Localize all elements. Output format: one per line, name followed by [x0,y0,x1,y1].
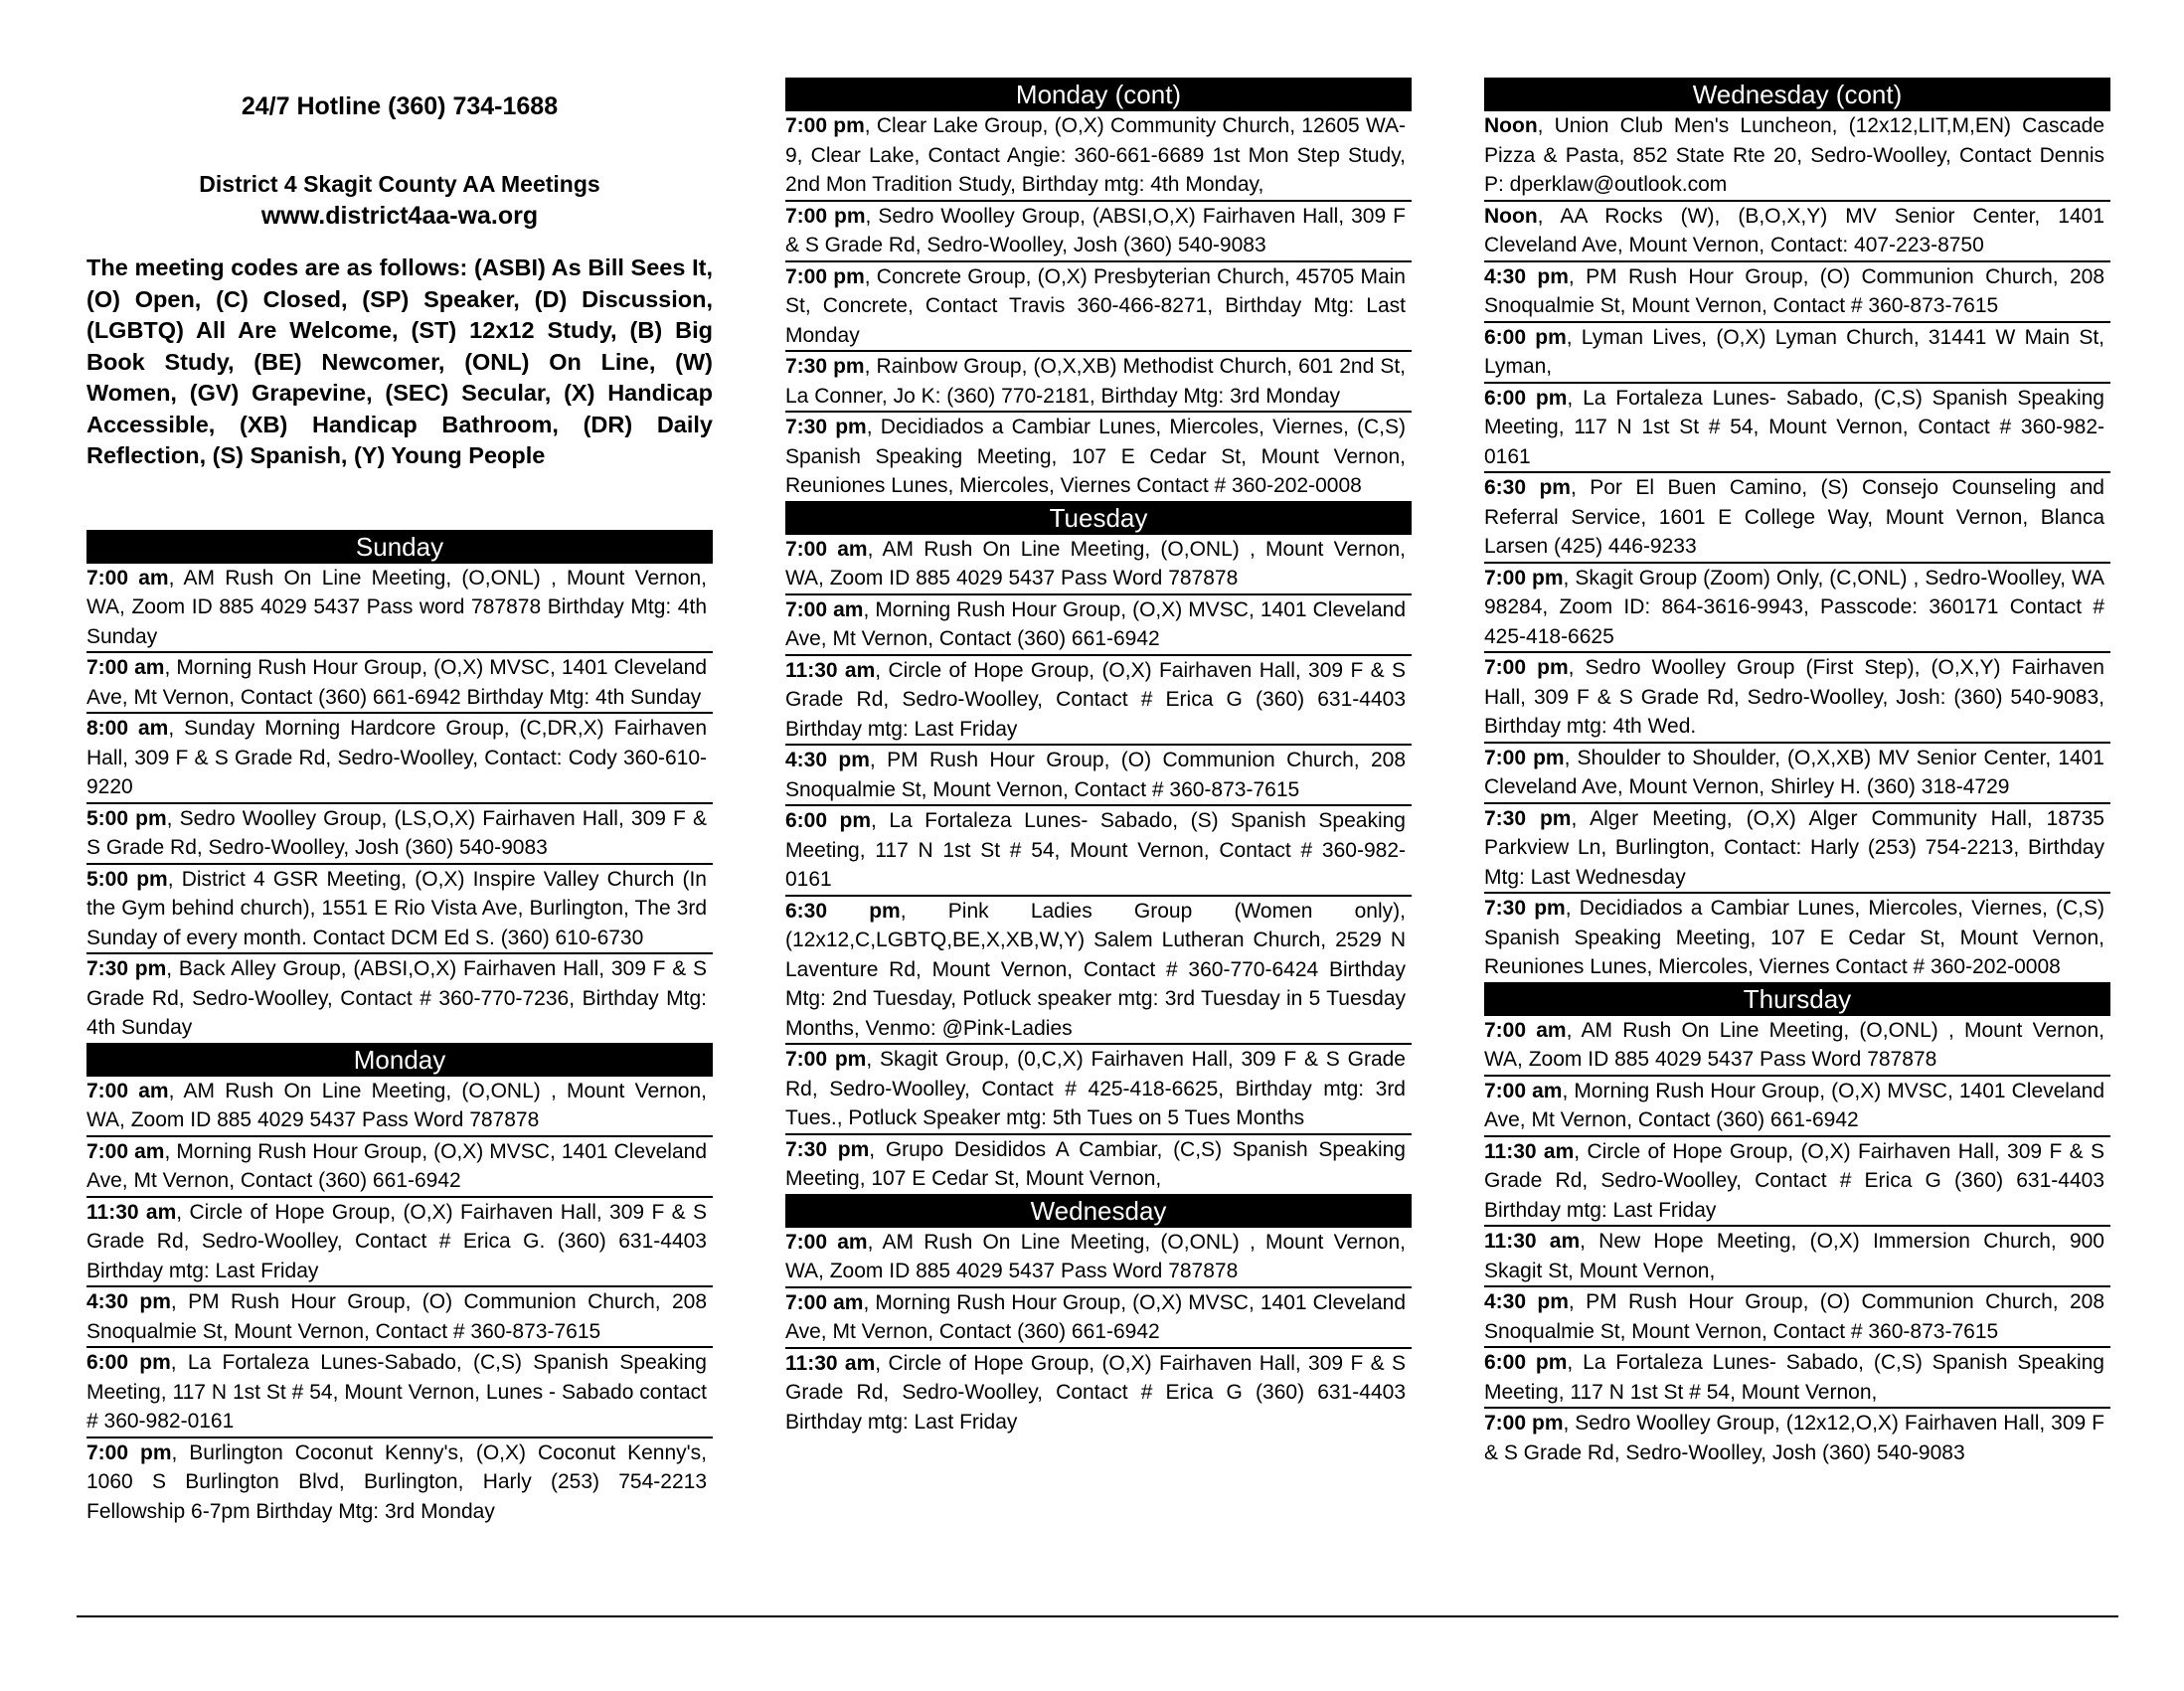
meeting-details: , AM Rush On Line Meeting, (O,ONL) , Mount Vernon, WA, Zoom ID 885 4029 5437 Pass word 787878 Birthday Mtg: 4th Sunday [86,566,707,648]
meeting-time: 6:00 pm [785,809,872,832]
meeting-details: , AM Rush On Line Meeting, (O,ONL) , Mount Vernon, WA, Zoom ID 885 4029 5437 Pass Word 787878 [785,537,1406,590]
column-2 [785,78,1412,1437]
meeting-details: , PM Rush Hour Group, (O) Communion Church, 208 Snoqualmie St, Mount Vernon, Contact # 360-873-7615 [785,749,1406,801]
column-1 [86,78,713,1526]
day-header: Wednesday (cont) [1484,78,2110,111]
meeting-time: 5:00 pm [86,867,168,891]
day-header: Monday (cont) [785,78,1412,111]
day-header: Thursday [1484,982,2110,1016]
meeting-details: , Concrete Group, (O,X) Presbyterian Church, 45705 Main St, Concrete, Contact Travis 360-466-8271, Birthday Mtg: Last Monday [785,264,1406,347]
meeting-entry [1484,111,2110,202]
meeting-codes-legend: The meeting codes are as follows: (ASBI) As Bill Sees It, (O) Open, (C) Closed, (SP) Speaker, (D) Discussion, (LGBTQ) All Are Welcome, (ST) 12x12 Study, (B) Big Book Study, (BE) Newcomer, (ONL) On Line, (W) Women, (GV) Grapevine, (SEC) Secular, (X) Handicap Accessible, (XB) Handicap Bathroom, (DR) Daily Reflection, (S) Spanish, (Y) Young People [86,254,713,468]
meeting-entry [785,656,1412,747]
meeting-time: 7:00 am [785,1230,868,1254]
meeting-entry [86,1137,713,1198]
meeting-time: 6:00 pm [86,1351,171,1374]
meeting-entry [785,262,1412,353]
day-header: Monday [86,1043,713,1077]
meeting-time: 4:30 pm [785,749,870,771]
meeting-time: 7:30 pm [785,416,867,438]
meeting-entry [86,1348,713,1438]
meeting-entry [86,1438,713,1527]
meeting-details: , Circle of Hope Group, (O,X) Fairhaven Hall, 309 F & S Grade Rd, Sedro-Woolley, Contact # Erica G (360) 631-4403 Birthday mtg: Last Friday [785,658,1406,741]
meeting-entry [86,954,713,1043]
meeting-details: , Sunday Morning Hardcore Group, (C,DR,X) Fairhaven Hall, 309 F & S Grade Rd, Sedro-Woolley, Contact: Cody 360-610-9220 [86,717,708,798]
meeting-entry [1484,202,2110,262]
day-section-monday [86,1043,713,1527]
meeting-time: 7:00 am [86,656,165,679]
meeting-time: 7:00 am [86,1139,165,1163]
meeting-entry [1484,262,2110,323]
meeting-entry [785,746,1412,806]
meeting-time: 11:30 am [1484,1230,1581,1253]
meeting-entry [785,111,1412,202]
meeting-entry [86,653,713,714]
meeting-details: , Sedro Woolley Group, (LS,O,X) Fairhaven Hall, 309 F & S Grade Rd, Sedro-Woolley, Josh (360) 540-9083 [86,806,707,859]
meeting-entry [86,1077,713,1137]
meeting-details: , PM Rush Hour Group, (O) Communion Church, 208 Snoqualmie St, Mount Vernon, Contact # 360-873-7615 [1484,264,2104,317]
meeting-time: 11:30 am [785,1351,876,1375]
meeting-entry [1484,323,2110,384]
meeting-entry [785,1228,1412,1288]
day-header: Wednesday [785,1194,1412,1228]
meeting-details: , Sedro Woolley Group, (12x12,O,X) Fairhaven Hall, 309 F & S Grade Rd, Sedro-Woolley, Josh (360) 540-9083 [1484,1412,2105,1464]
day-section-wednesday-cont [1484,78,2110,982]
meeting-entry [785,413,1412,501]
meeting-time: 7:00 pm [785,114,865,137]
meeting-entry [1484,384,2110,474]
meeting-entry [785,1135,1412,1194]
meeting-entry [785,897,1412,1046]
meeting-details: , Circle of Hope Group, (O,X) Fairhaven Hall, 309 F & S Grade Rd, Sedro-Woolley, Contact # Erica G (360) 631-4403 Birthday mtg: Last Friday [1484,1139,2104,1222]
meeting-details: , Morning Rush Hour Group, (O,X) MVSC, 1401 Cleveland Ave, Mt Vernon, Contact (360) 661-6942 Birthday Mtg: 4th Sunday [86,656,708,709]
meeting-details: , District 4 GSR Meeting, (O,X) Inspire Valley Church (In the Gym behind church), 1551 E Rio Vista Ave, Burlington, The 3rd Sunday of every month. Contact DCM Ed S. (360) 610-6730 [86,867,707,949]
meeting-entry [1484,1016,2110,1077]
meeting-details: , AM Rush On Line Meeting, (O,ONL) , Mount Vernon, WA, Zoom ID 885 4029 5437 Pass Word 787878 [86,1079,707,1131]
meeting-entry [1484,804,2110,895]
meeting-details: , La Fortaleza Lunes- Sabado, (S) Spanish Speaking Meeting, 117 N 1st St # 54, Mount Vernon, Contact # 360-982-0161 [785,809,1406,891]
meeting-details: , Decidiados a Cambiar Lunes, Miercoles, Viernes, (C,S) Spanish Speaking Meeting, 107 E Cedar St, Mount Vernon, Reuniones Lunes, Miercoles, Viernes Contact # 360-202-0008 [785,416,1406,497]
meeting-entry [785,352,1412,413]
meeting-time: 7:00 am [86,1079,169,1102]
meeting-entry [86,865,713,955]
meeting-details: , Rainbow Group, (O,X,XB) Methodist Church, 601 2nd St, La Conner, Jo K: (360) 770-2181, Birthday Mtg: 3rd Monday [785,355,1406,408]
meeting-time: 7:00 pm [1484,746,1565,769]
meeting-time: 7:30 pm [1484,806,1572,830]
meeting-time: 7:00 pm [1484,1412,1564,1435]
meeting-details: , Alger Meeting, (O,X) Alger Community Hall, 18735 Parkview Ln, Burlington, Contact: Harly (253) 754-2213, Birthday Mtg: Last Wednesday [1484,806,2104,889]
meeting-details: , Grupo Desididos A Cambiar, (C,S) Spanish Speaking Meeting, 107 E Cedar St, Mount Vernon, [785,1137,1406,1190]
meeting-entry [785,595,1412,656]
footer-rule [77,1615,2118,1617]
meeting-details: , Burlington Coconut Kenny's, (O,X) Coconut Kenny's, 1060 S Burlington Blvd, Burlington, Harly (253) 754-2213 Fellowship 6-7pm Birthday Mtg: 3rd Monday [86,1440,707,1523]
meeting-time: 7:00 am [1484,1079,1563,1102]
day-section-sunday [86,530,713,1043]
meeting-time: 7:00 am [1484,1018,1567,1042]
meeting-details: , Sedro Woolley Group, (ABSI,O,X) Fairhaven Hall, 309 F & S Grade Rd, Sedro-Woolley, Josh (360) 540-9083 [785,204,1406,256]
meeting-time: 11:30 am [1484,1139,1575,1163]
meeting-details: , Skagit Group, (0,C,X) Fairhaven Hall, 309 F & S Grade Rd, Sedro-Woolley, Contact # 425-418-6625, Birthday mtg: 3rd Tues., Potluck Speaker mtg: 5th Tues on 5 Tues Months [785,1048,1406,1129]
meeting-time: 6:00 pm [1484,325,1567,349]
meeting-details: , AA Rocks (W), (B,O,X,Y) MV Senior Center, 1401 Cleveland Ave, Mount Vernon, Contact: 407-223-8750 [1484,204,2104,256]
meeting-time: 4:30 pm [1484,1290,1569,1313]
meeting-time: 6:30 pm [785,899,901,923]
meeting-entry [785,1045,1412,1135]
meeting-time: 7:00 pm [785,264,865,288]
meeting-entry [1484,1137,2110,1228]
meeting-time: 7:00 pm [1484,656,1569,679]
day-section-thursday [1484,982,2110,1468]
meeting-entry [1484,1287,2110,1348]
meeting-details: , PM Rush Hour Group, (O) Communion Church, 208 Snoqualmie St, Mount Vernon, Contact # 360-873-7615 [1484,1290,2104,1343]
meeting-details: , Shoulder to Shoulder, (O,X,XB) MV Senior Center, 1401 Cleveland Ave, Mount Vernon, Shirley H. (360) 318-4729 [1484,746,2104,798]
meeting-entry [86,564,713,654]
meeting-time: 7:00 pm [785,204,866,228]
meeting-details: , Union Club Men's Luncheon, (12x12,LIT,M,EN) Cascade Pizza & Pasta, 852 State Rte 20, Sedro-Woolley, Contact Dennis P: dperklaw@outlook.com [1484,114,2104,196]
meeting-details: , Por El Buen Camino, (S) Consejo Counseling and Referral Service, 1601 E College Way, Mount Vernon, Blanca Larsen (425) 446-9233 [1484,476,2104,558]
meeting-time: 6:00 pm [1484,1351,1568,1374]
meeting-entry [86,1287,713,1348]
meeting-time: 11:30 am [86,1200,177,1224]
meeting-entry [785,202,1412,262]
meeting-entry [86,804,713,865]
meeting-details: , La Fortaleza Lunes- Sabado, (C,S) Spanish Speaking Meeting, 117 N 1st St # 54, Mount Vernon, Contact # 360-982-0161 [1484,386,2104,468]
district-title: District 4 Skagit County AA Meetings [199,171,600,197]
meeting-time: 6:00 pm [1484,386,1568,410]
meeting-details: , Sedro Woolley Group (First Step), (O,X,Y) Fairhaven Hall, 309 F & S Grade Rd, Sedro-Woolley, Josh: (360) 540-9083, Birthday mtg: 4th Wed. [1484,656,2104,738]
day-header: Tuesday [785,501,1412,535]
meeting-details: , Skagit Group (Zoom) Only, (C,ONL) , Sedro-Woolley, WA 98284, Zoom ID: 864-3616-9943, Passcode: 360171 Contact # 425-418-6625 [1484,566,2104,648]
meeting-details: , Back Alley Group, (ABSI,O,X) Fairhaven Hall, 309 F & S Grade Rd, Sedro-Woolley, Contact # 360-770-7236, Birthday Mtg: 4th Sunday [86,957,708,1039]
meeting-entry [1484,564,2110,654]
meeting-details: , AM Rush On Line Meeting, (O,ONL) , Mount Vernon, WA, Zoom ID 885 4029 5437 Pass Word 787878 [1484,1018,2104,1071]
meeting-entry [785,806,1412,897]
meeting-entry [1484,1409,2110,1467]
meeting-time: 7:30 pm [1484,897,1566,920]
day-header: Sunday [86,530,713,564]
meeting-details: , Lyman Lives, (O,X) Lyman Church, 31441 W Main St, Lyman, [1484,325,2104,378]
meeting-time: 7:30 pm [785,1137,870,1161]
meeting-time: 7:00 am [785,537,868,561]
meeting-time: Noon [1484,114,1538,137]
meeting-time: 4:30 pm [1484,264,1569,288]
meeting-time: 7:00 am [86,566,169,590]
meeting-time: 7:00 pm [1484,566,1564,590]
meeting-entry [785,1288,1412,1349]
meeting-details: , Pink Ladies Group (Women only), (12x12,C,LGBTQ,BE,X,XB,W,Y) Salem Lutheran Church, 2529 N Laventure Rd, Mount Vernon, Contact # 360-770-6424 Birthday Mtg: 2nd Tuesday, Potluck speaker mtg: 3rd Tuesday in 5 Tuesday Months, Venmo: @Pink-Ladies [785,899,1406,1040]
meeting-details: , PM Rush Hour Group, (O) Communion Church, 208 Snoqualmie St, Mount Vernon, Contact # 360-873-7615 [86,1290,707,1343]
meeting-details: , Morning Rush Hour Group, (O,X) MVSC, 1401 Cleveland Ave, Mt Vernon, Contact (360) 661-6942 [785,1290,1407,1343]
day-section-monday-cont [785,78,1412,501]
meeting-details: , AM Rush On Line Meeting, (O,ONL) , Mount Vernon, WA, Zoom ID 885 4029 5437 Pass Word 787878 [785,1230,1406,1282]
meeting-time: 7:00 am [785,1290,864,1314]
column-3 [1484,78,2110,1467]
meeting-entry [1484,653,2110,744]
meeting-details: , Circle of Hope Group, (O,X) Fairhaven Hall, 309 F & S Grade Rd, Sedro-Woolley, Contact # Erica G (360) 631-4403 Birthday mtg: Last Friday [785,1351,1406,1434]
meeting-entry [1484,894,2110,982]
meeting-details: , New Hope Meeting, (O,X) Immersion Church, 900 Skagit St, Mount Vernon, [1484,1230,2104,1282]
website-link[interactable]: www.district4aa-wa.org [260,202,539,230]
meeting-entry [1484,744,2110,804]
meeting-time: 7:00 pm [785,1048,867,1071]
meeting-time: 7:00 am [785,597,864,621]
hotline: 24/7 Hotline (360) 734-1688 [241,92,559,120]
meeting-time: 7:30 pm [86,957,167,980]
meeting-time: 4:30 pm [86,1290,171,1313]
meeting-entry [1484,473,2110,564]
meeting-time: 8:00 am [86,717,169,740]
meeting-details: , La Fortaleza Lunes-Sabado, (C,S) Spanish Speaking Meeting, 117 N 1st St # 54, Mount Vernon, Lunes - Sabado contact # 360-982-0161 [86,1351,707,1433]
meeting-time: 7:00 pm [86,1440,172,1464]
meeting-details: , Decidiados a Cambiar Lunes, Miercoles, Viernes, (C,S) Spanish Speaking Meeting, 107 E Cedar St, Mount Vernon, Reuniones Lunes, Miercoles, Viernes Contact # 360-202-0008 [1484,897,2104,978]
day-section-wednesday [785,1194,1412,1437]
meeting-entry [785,535,1412,595]
meeting-details: , Morning Rush Hour Group, (O,X) MVSC, 1401 Cleveland Ave, Mt Vernon, Contact (360) 661-6942 [1484,1079,2105,1131]
day-section-tuesday [785,501,1412,1194]
meeting-details: , Circle of Hope Group, (O,X) Fairhaven Hall, 309 F & S Grade Rd, Sedro-Woolley, Contact # Erica G. (360) 631-4403 Birthday mtg: Last Friday [86,1200,707,1282]
meeting-entry [1484,1227,2110,1287]
meeting-time: 7:30 pm [785,355,865,378]
meeting-time: 6:30 pm [1484,476,1571,499]
meeting-entry [1484,1077,2110,1137]
meeting-entry [86,1198,713,1288]
meeting-entry [86,714,713,804]
meeting-details: , Morning Rush Hour Group, (O,X) MVSC, 1401 Cleveland Ave, Mt Vernon, Contact (360) 661-6942 [785,597,1407,650]
meeting-time: Noon [1484,204,1538,228]
meeting-time: 5:00 pm [86,806,167,830]
meeting-details: , La Fortaleza Lunes- Sabado, (C,S) Spanish Speaking Meeting, 117 N 1st St # 54, Mount Vernon, [1484,1351,2104,1404]
meeting-time: 11:30 am [785,658,876,682]
meeting-entry [1484,1348,2110,1409]
meeting-details: , Morning Rush Hour Group, (O,X) MVSC, 1401 Cleveland Ave, Mt Vernon, Contact (360) 661-6942 [86,1139,708,1192]
meeting-details: , Clear Lake Group, (O,X) Community Church, 12605 WA-9, Clear Lake, Contact Angie: 360-661-6689 1st Mon Step Study, 2nd Mon Tradition Study, Birthday mtg: 4th Monday, [785,114,1406,196]
meeting-entry [785,1349,1412,1437]
